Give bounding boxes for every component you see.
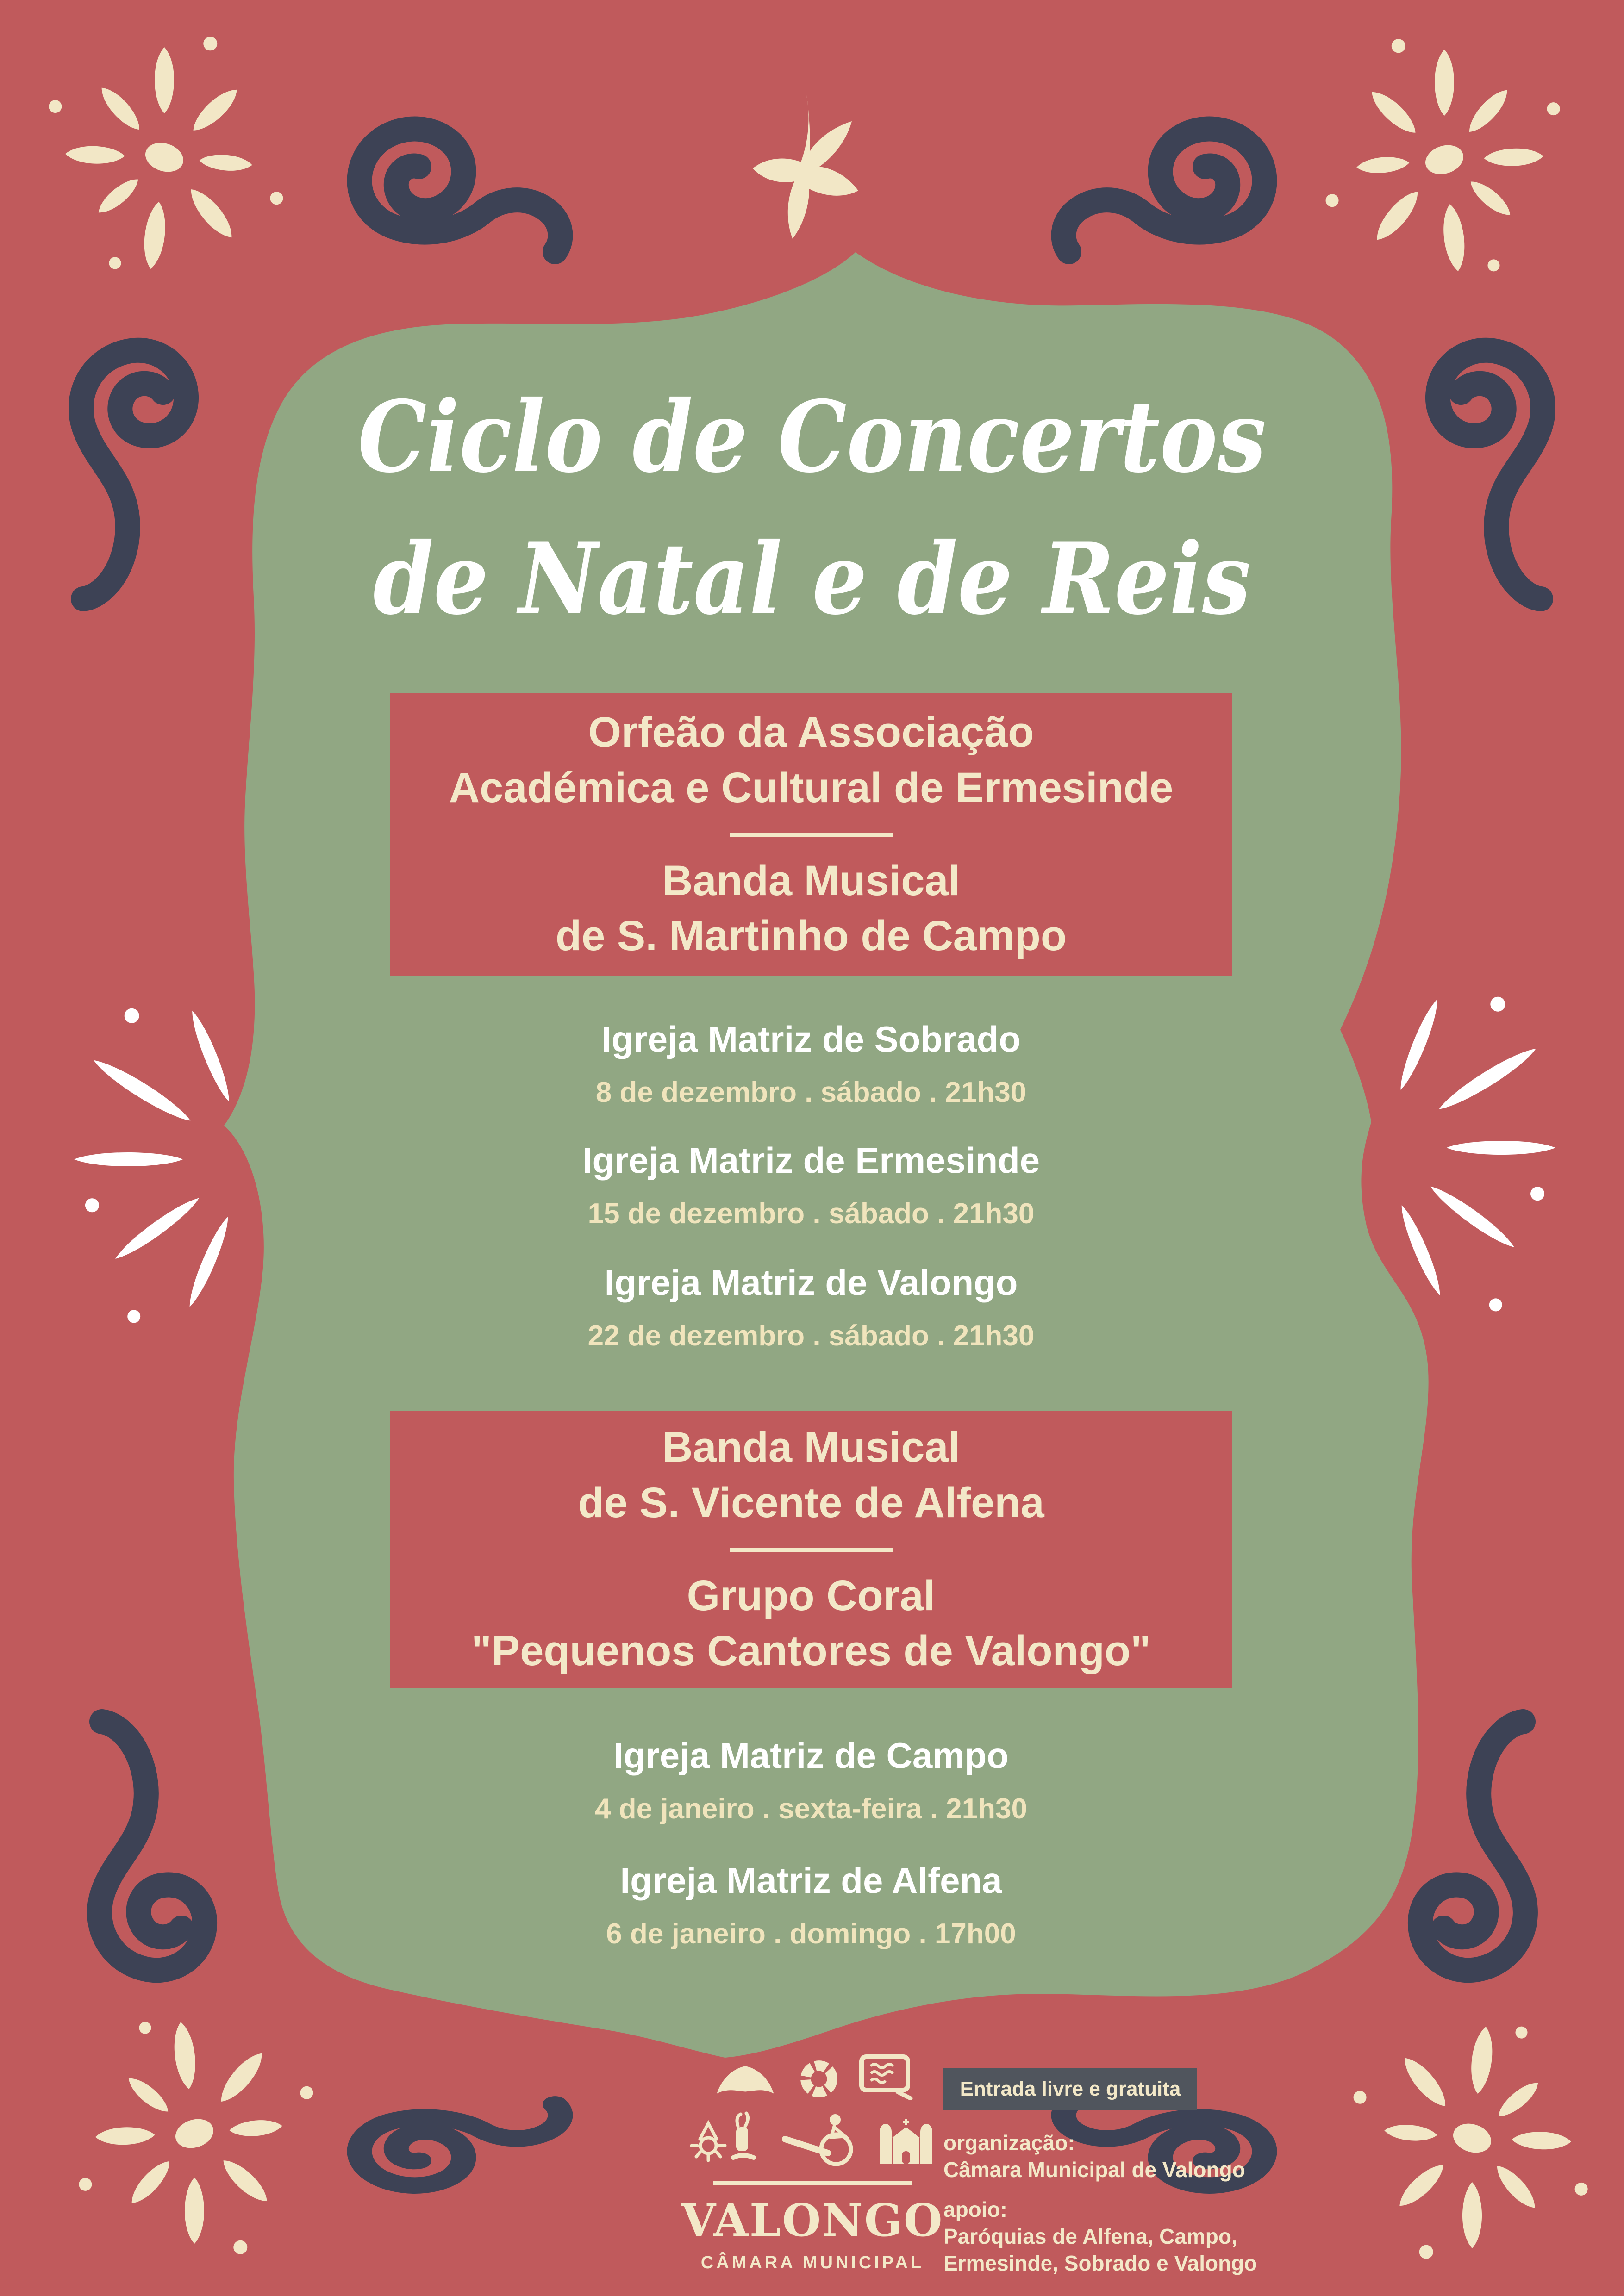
logo-icons-row-2 <box>681 2109 944 2167</box>
event-campo <box>390 1735 1232 1825</box>
event-datetime: 22 de dezembro . sábado . 21h30 <box>587 1320 1035 1352</box>
valongo-logo <box>681 2054 944 2273</box>
performer-name: "Pequenos Cantores de Valongo" <box>471 1627 1151 1675</box>
event-sobrado <box>390 1018 1232 1109</box>
logo-subtitle: CÂMARA MUNICIPAL <box>700 2253 924 2272</box>
spiral-bottom-left-icon <box>100 1722 205 1970</box>
poster-title <box>0 366 1624 650</box>
curl-top-right-icon <box>1064 129 1265 252</box>
rays-left-icon <box>74 1005 235 1325</box>
church-icon <box>877 2115 935 2167</box>
rays-right-icon <box>1395 994 1555 1314</box>
program-box-2 <box>390 1411 1232 1688</box>
event-venue: Igreja Matriz de Campo <box>613 1735 1009 1776</box>
divider-line <box>730 1548 893 1552</box>
event-ermesinde <box>390 1139 1232 1230</box>
logo-wordmark: VALONGO <box>681 2194 944 2246</box>
program-box-1 <box>390 693 1232 976</box>
performer-name: Grupo Coral <box>687 1572 936 1619</box>
event-datetime: 15 de dezembro . sábado . 21h30 <box>587 1198 1035 1230</box>
tent-icon <box>711 2062 780 2100</box>
event-venue: Igreja Matriz de Valongo <box>604 1262 1018 1303</box>
slate-icon <box>858 2054 914 2100</box>
event-datetime: 4 de janeiro . sexta-feira . 21h30 <box>595 1793 1027 1825</box>
organization-value: Câmara Municipal de Valongo <box>943 2157 1245 2182</box>
starburst-bottom-left-icon <box>77 2020 315 2256</box>
divider-line <box>730 833 893 837</box>
organization-label: organização: <box>943 2131 1075 2155</box>
star-icon <box>753 95 858 239</box>
event-venue: Igreja Matriz de Alfena <box>620 1860 1002 1901</box>
event-valongo <box>390 1262 1232 1352</box>
performer-name: de S. Martinho de Campo <box>555 912 1067 960</box>
event-venue: Igreja Matriz de Ermesinde <box>582 1140 1040 1181</box>
credits <box>943 2130 1257 2277</box>
logo-icons-row-1 <box>681 2054 944 2100</box>
spiral-bottom-right-icon <box>1420 1722 1525 1970</box>
wheel-rider-icon <box>781 2109 859 2167</box>
wreath-icon <box>798 2058 840 2100</box>
support-value: Ermesinde, Sobrado e Valongo <box>943 2251 1257 2275</box>
performer-name: Banda Musical <box>662 857 961 904</box>
logo-divider <box>713 2181 912 2185</box>
curl-top-left-icon <box>360 129 561 252</box>
starburst-bottom-right-icon <box>1352 2024 1590 2261</box>
starburst-top-left-icon <box>47 35 285 271</box>
support-label: apoio: <box>943 2197 1007 2221</box>
performer-name: Académica e Cultural de Ermesinde <box>449 764 1174 811</box>
event-datetime: 8 de dezembro . sábado . 21h30 <box>595 1076 1027 1108</box>
support-value: Paróquias de Alfena, Campo, <box>943 2224 1237 2248</box>
starburst-top-right-icon <box>1324 37 1562 274</box>
title-line-1: Ciclo de Concertos <box>357 379 1267 494</box>
performer-name: de S. Vicente de Alfena <box>578 1479 1044 1526</box>
curl-bottom-left-icon <box>360 2104 561 2185</box>
performer-name: Banda Musical <box>662 1424 961 1471</box>
event-venue: Igreja Matriz de Sobrado <box>601 1019 1021 1059</box>
jester-figures-icon <box>690 2109 764 2167</box>
event-datetime: 6 de janeiro . domingo . 17h00 <box>606 1918 1016 1950</box>
performer-name: Orfeão da Associação <box>588 709 1034 756</box>
event-alfena <box>390 1860 1232 1950</box>
admission-badge: Entrada livre e gratuita <box>943 2068 1197 2110</box>
title-line-2: de Natal e de Reis <box>373 521 1251 637</box>
